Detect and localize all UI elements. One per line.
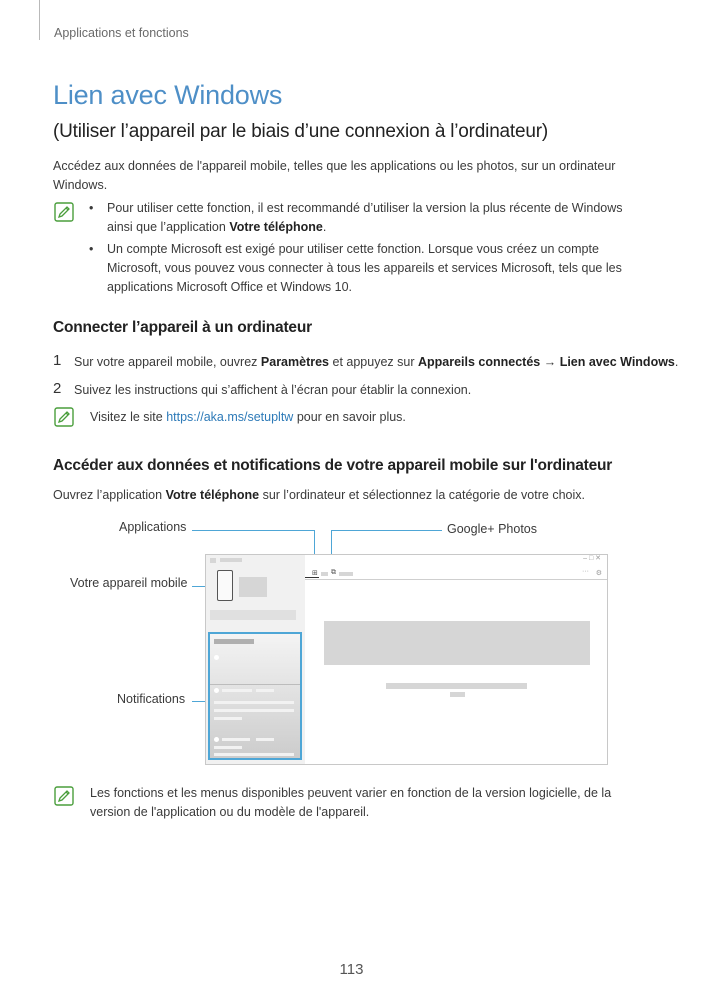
notif-line: [214, 746, 242, 749]
note-icon: [54, 202, 74, 222]
label-device: Votre appareil mobile: [70, 576, 188, 590]
section-heading-access: Accéder aux données et notifications de votre appareil mobile sur l'ordinateur: [53, 457, 613, 474]
apps-tab-icon: ⊞: [312, 570, 318, 577]
notif-dot: [214, 655, 219, 660]
content-button: [450, 692, 465, 697]
active-tab-underline: [305, 577, 319, 578]
section-header: Applications et fonctions: [54, 26, 189, 40]
notif-separator: [210, 684, 300, 685]
step-1-text: Sur votre appareil mobile, ouvrez Paramètres et appuyez sur Appareils connectés → Lien avec Windows.: [74, 355, 679, 369]
back-icon: [210, 558, 216, 563]
window-title-placeholder: [220, 558, 242, 562]
content-divider: [305, 579, 607, 580]
gear-icon: ⚙: [595, 570, 602, 577]
notif-header: [214, 639, 254, 644]
step-2-text: Suivez les instructions qui s’affichent à l’écran pour établir la connexion.: [74, 383, 472, 397]
intro-line-1: Accédez aux données de l'appareil mobile, telles que les applications ou les photos, sur un ordinateur: [53, 159, 616, 173]
label-photos: Google+ Photos: [447, 522, 537, 536]
notif-line: [214, 753, 294, 756]
device-info-bar: [210, 610, 296, 620]
label-applications: Applications: [119, 520, 187, 534]
notifications-panel: [208, 632, 302, 760]
photos-tab-icon: ⧉: [331, 569, 336, 576]
notif-line: [256, 689, 274, 692]
section-2-intro: Ouvrez l’application Votre téléphone sur l’ordinateur et sélectionnez la catégorie de votre choix.: [53, 488, 585, 502]
notif-dot: [214, 737, 219, 742]
device-thumbnail: [239, 577, 267, 597]
notif-dot: [214, 688, 219, 693]
bottom-note: Les fonctions et les menus disponibles peuvent varier en fonction de la version logicielle, de la version de l'application ou du modèle de l'appareil.: [90, 786, 612, 819]
notif-line: [256, 738, 274, 741]
content-banner: [324, 621, 590, 665]
step-1-number: 1: [53, 352, 62, 369]
notif-line: [214, 701, 294, 704]
phone-icon: [217, 570, 233, 601]
notif-line: [222, 689, 252, 692]
section-heading-connect: Connecter l’appareil à un ordinateur: [53, 319, 312, 336]
setup-link[interactable]: https://aka.ms/setupltw: [166, 410, 294, 424]
tip-text: Visitez le site https://aka.ms/setupltw pour en savoir plus.: [90, 410, 406, 424]
margin-rule: [39, 0, 40, 40]
label-notifications: Notifications: [117, 692, 186, 706]
callout-line-applications: [192, 530, 314, 531]
callout-line-photos: [331, 530, 442, 531]
intro-paragraph: [53, 157, 633, 195]
app-name: Votre téléphone: [229, 220, 323, 234]
note-icon: [54, 786, 74, 806]
note-bullet-2: • Un compte Microsoft est exigé pour utiliser cette fonction. Lorsque vous créez un compte Microsoft, vous pouvez vous connecter à tous les appareils et services Microsoft, tels que les applications Microsoft Office et Windows 10.: [107, 240, 642, 297]
messages-tab: [321, 572, 328, 576]
step-2-number: 2: [53, 380, 62, 397]
window-controls: – □ ✕: [583, 555, 601, 562]
content-text-line: [386, 683, 527, 689]
notif-line: [214, 709, 294, 712]
page-title: Lien avec Windows: [53, 80, 283, 110]
more-options-icon: ···: [582, 568, 589, 575]
notif-line: [214, 717, 242, 720]
tab-label-placeholder: [339, 572, 353, 576]
page-number: 113: [339, 961, 364, 978]
intro-line-2: Windows.: [53, 178, 108, 192]
page-subtitle: (Utiliser l’appareil par le biais d’une connexion à l’ordinateur): [53, 121, 548, 142]
notif-line: [222, 738, 250, 741]
note-bullet-1: • Pour utiliser cette fonction, il est recommandé d’utiliser la version la plus récente de Windows ainsi que l’application Votre téléphone.: [107, 199, 642, 237]
note-icon: [54, 407, 74, 427]
